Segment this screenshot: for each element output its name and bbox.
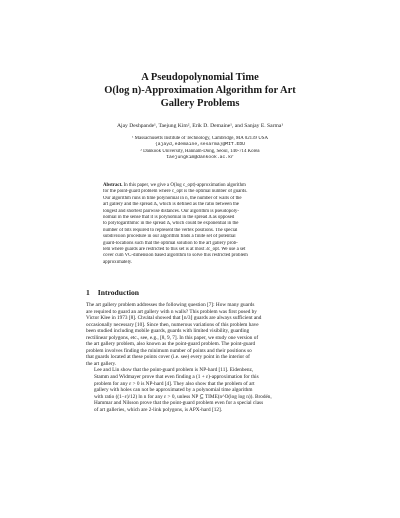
affiliation-2: ² Dankook University, Hannam-Dong, Seoul, 140-714 Korea [140,148,260,154]
body-line: Stamm and Widmayer prove that even finding a (1 + ε)-approximation for this [94,374,259,381]
body-line: Lee and Lin show that the point-guard problem is NP-hard [11]. Eidenbenz, [94,367,254,374]
body-line: problem for any ε > 0 is NP-hard [4]. They also show that the problem of art [94,380,255,387]
body-line: occasionally necessary [10]. Since then, numerous variations of this problem have [86,321,259,328]
abstract [103,183,298,266]
abstract-line: In this paper, we give a O(log c_opt)-approximation algorithm [123,183,246,188]
body-line: Hammar and Nilsson prove that the point-guard problem even for a special class [94,400,264,407]
introduction-body [86,302,314,413]
abstract-label: Abstract. [103,183,123,188]
title-line: Gallery Problems [160,98,240,109]
body-line: problem involves finding the minimum number of points and their positions so [86,347,252,354]
title-line: A Pseudopolynomial Time [141,72,259,83]
body-line: of art galleries, which are 2-link polygons, is APX-hard [12]. [94,406,223,413]
abstract-line: longest and shortest pairwise distances. Our algorithm is pseudopoly- [103,208,239,214]
abstract-line: Our algorithm runs in time polynomial in n, the number of walls of the [103,195,242,201]
abstract-line: approximately. [103,259,133,265]
body-line: The art gallery problem addresses the following question [7]: How many guards [86,302,255,308]
abstract-line: subdivision procedure in our algorithm finds a finite set of potential [103,234,236,240]
section-number: 1 [86,288,90,297]
section-title: Introduction [97,288,140,297]
abstract-line: number of bits required to represent the vertex positions. The special [103,227,238,233]
abstract-line: art gallery and the spread Δ, which is defined as the ratio between the [103,202,239,208]
body-line: the art gallery. [86,360,117,367]
email-2: taejungkim@dankook.ac.kr [166,155,234,161]
paragraph [86,367,314,413]
body-line: that guards located at these points cover (i.e. see) every point in the interior of [86,354,250,361]
title-line: O(log n)-Approximation Algorithm for Art [104,85,296,96]
body-line: gallery with holes can not be approximated by a polynomial time algorithm [94,387,253,394]
author-list: Ajay Deshpande¹, Taejung Kim², Erik D. Demaine¹, and Sanjay E. Sarma¹ [116,123,284,129]
body-line: with ratio ((1−ε)/12) ln n for any ε > 0, unless NP ⊆ TIME(n^O(log log n)). Brodén, [94,393,272,400]
paper-title [0,71,400,110]
section-heading [86,288,139,297]
abstract-line: nomial in the sense that it is polynomial in the spread Δ as opposed [103,215,235,221]
email-1: {ajayd,edemaine,sesarma}@MIT.EDU [154,142,245,148]
body-line: rectilinear polygons, etc., see, e.g., [8, 9, 7]. In this paper, we study one version of [86,334,259,341]
paragraph [86,302,314,367]
body-line: the art gallery problem, also known as the point-guard problem. The point-guard [86,341,256,348]
abstract-line: lem where guards are restricted to this set is at most 3c_opt. We use a set [103,247,246,253]
affiliation-1: ¹ Massachusetts Institute of Technology, Cambridge, MA 02139 USA [131,136,268,141]
abstract-line: guard-locations such that the optimal solution to the art gallery prob- [103,240,238,246]
body-line: been studied including mobile guards, guards with limited visibility, guarding [86,328,250,335]
abstract-line: cover cum VC-dimension based algorithm to solve this restricted problem [103,253,248,259]
abstract-line: for the point-guard problem where c_opt is the optimal number of guards. [103,189,248,195]
affiliations [0,136,400,162]
abstract-line: to polylogarithmic in the spread Δ, which could be exponential in the [103,221,239,227]
body-line: are required to guard an art gallery with n walls? This problem was first posed by [86,308,257,315]
body-line: Victor Klee in 1973 [8]. Chvátal showed that ⌊n/3⌋ guards are always sufficient and [86,315,262,322]
